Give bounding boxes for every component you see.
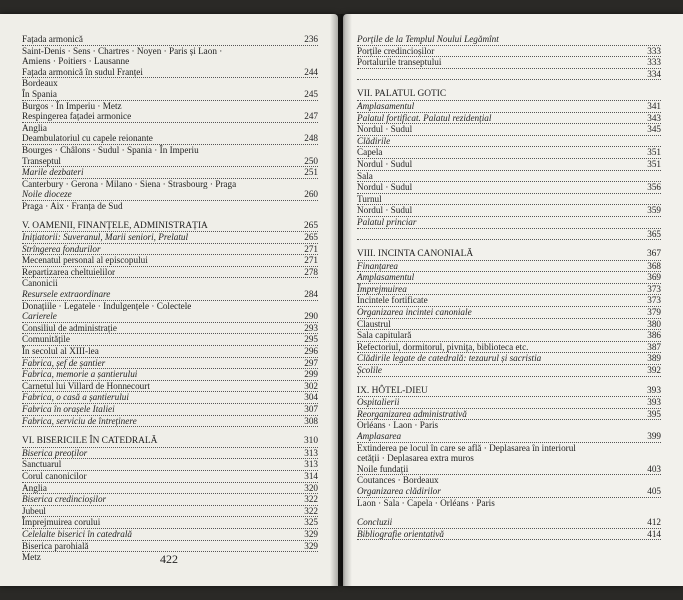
toc-entry-title: Finanțarea (357, 260, 398, 271)
toc-entry-title: Saint-Denis · Sens · Chartres · Noyen · Paris și Laon · (22, 45, 223, 56)
toc-entry-title: Coutances · Bordeaux (357, 475, 439, 486)
toc-entry-title: În secolul al XIII-lea (22, 346, 99, 357)
toc-entry-title: Clădirile (357, 135, 391, 146)
toc-entry (357, 453, 661, 464)
toc-entry-title: Noile dioceze (22, 189, 72, 200)
toc-entry-page: 329 (304, 540, 318, 551)
toc-entry-title: Concluzii (357, 517, 393, 528)
toc-entry (22, 232, 318, 244)
toc-entry-title: Laon · Sala · Capela · Orléans · Paris (357, 497, 495, 508)
toc-entry-title: Biserica parohială (22, 540, 89, 551)
toc-entry-page: 271 (304, 243, 318, 254)
toc-entry-title: Noile fundații (357, 463, 409, 474)
toc-entry (22, 111, 318, 123)
toc-entry (22, 255, 318, 267)
toc-entry-title: Amplasamentul (357, 100, 415, 111)
toc-entry-title: Consiliul de administrație (22, 322, 117, 333)
toc-entry-page: 251 (304, 167, 318, 178)
toc-entry (357, 171, 661, 183)
toc-entry-title: Orléans · Laon · Paris (357, 420, 439, 431)
toc-entry (22, 529, 318, 541)
toc-entry-title: Donațiile · Legatele · Indulgențele · Colectele (22, 300, 192, 311)
toc-entry-title: Jubeul (22, 505, 46, 516)
toc-entry-page: 392 (647, 365, 661, 376)
toc-entry-page: 414 (647, 528, 661, 539)
right-page (343, 14, 683, 586)
toc-entry (357, 101, 661, 113)
toc-entry-page: 373 (647, 283, 661, 294)
toc-entry-title: Fațada armonică (22, 34, 83, 44)
toc-entry-title: Amiens · Poitiers · Lausanne (22, 56, 130, 67)
toc-entry (22, 358, 318, 370)
toc-entry-page: 271 (304, 255, 318, 266)
toc-chapter-heading (22, 221, 318, 233)
toc-entry-title: Ospitalierii (357, 397, 400, 408)
toc-entry (22, 289, 318, 301)
toc-entry-page: 284 (304, 289, 318, 300)
toc-entry-page: 380 (647, 318, 661, 329)
toc-entry-page: 310 (303, 436, 318, 447)
left-page (0, 14, 338, 586)
toc-entry (22, 346, 318, 358)
toc-entry-title: Transeptul (22, 155, 61, 166)
toc-entry (357, 136, 661, 148)
toc-entry (357, 353, 661, 365)
toc-entry (357, 420, 661, 431)
toc-entry-page: 329 (304, 528, 318, 539)
toc-entry (357, 397, 661, 409)
toc-entry (357, 529, 661, 541)
toc-entry-title: Organizarea incintei canoniale (357, 307, 472, 318)
toc-entry (22, 471, 318, 483)
toc-entry-page: 379 (647, 307, 661, 318)
toc-entry-page: 290 (304, 311, 318, 322)
toc-entry (357, 284, 661, 296)
toc-entry-page: 368 (647, 260, 661, 271)
toc-entry (22, 334, 318, 346)
toc-entry-title: V. OAMENII, FINANȚELE, ADMINISTRAȚIA (22, 220, 208, 231)
toc-entry-page: 297 (304, 357, 318, 368)
toc-entry-title: Reorganizarea administrativă (357, 408, 467, 419)
toc-entry-title: Nordul · Sudul (357, 158, 413, 169)
toc-entry-title: Carierele (22, 311, 57, 322)
toc-entry-title: Sala capitulară (357, 330, 412, 341)
toc-entry (357, 295, 661, 307)
toc-entry (22, 323, 318, 335)
toc-entry-title: Organizarea clădirilor (357, 485, 441, 496)
toc-entry-title: Extinderea pe locul în care se află · Deplasarea în interiorul (357, 442, 576, 453)
toc-entry-title: Clădirile legate de catedrală: tezaurul și sacristia (357, 353, 542, 364)
toc-entry (357, 319, 661, 331)
section-spacer (22, 212, 318, 221)
toc-entry (22, 46, 318, 57)
toc-entry (22, 89, 318, 101)
toc-entry-title: Marile dezbateri (22, 167, 84, 178)
toc-entry-title: Fațada armonică în sudul Franței (22, 66, 143, 77)
toc-entry-title: Canterbury · Gerona · Milano · Siena · Strasbourg · Praga (22, 178, 237, 189)
toc-entry-page: 367 (646, 249, 661, 260)
toc-entry-page: 341 (647, 100, 661, 111)
toc-entry (357, 57, 661, 69)
toc-entry-page: 244 (304, 66, 318, 77)
toc-entry (22, 167, 318, 179)
toc-entry-title: Nordul · Sudul (357, 205, 413, 216)
toc-entry (357, 69, 661, 81)
toc-entry-title: Porțile de la Templul Noului Legămînt (357, 34, 499, 44)
toc-entry (22, 244, 318, 256)
toc-entry-page: 236 (304, 34, 318, 44)
toc-entry (357, 229, 661, 241)
toc-entry (357, 261, 661, 273)
toc-chapter-heading (357, 386, 661, 398)
toc-entry-page: 351 (647, 147, 661, 158)
toc-entry-page: 369 (647, 272, 661, 283)
toc-entry-page: 313 (304, 447, 318, 458)
toc-entry-page: 250 (304, 155, 318, 166)
toc-entry (22, 301, 318, 312)
toc-entry-page: 345 (647, 124, 661, 135)
toc-entry (22, 416, 318, 428)
toc-entry-title: Mecenatul personal al episcopului (22, 255, 148, 266)
toc-entry-title: Burgos · În Imperiu · Metz (22, 100, 122, 111)
toc-entry-title: Strîngerea fondurilor (22, 243, 101, 254)
toc-entry-page: 373 (647, 295, 661, 306)
toc-chapter-heading (357, 89, 661, 101)
toc-entry-page: 307 (304, 404, 318, 414)
toc-entry (357, 147, 661, 159)
toc-entry (22, 381, 318, 393)
toc-entry-title: Fabrica, o casă a șantierului (22, 392, 129, 403)
toc-entry-page: 412 (647, 517, 661, 528)
toc-entry-page: 260 (304, 189, 318, 200)
toc-entry-page: 295 (304, 334, 318, 345)
toc-entry-title: Anglia (22, 482, 48, 493)
toc-entry-title: Biserica preoților (22, 447, 88, 458)
toc-entry-title: Comunitățile (22, 334, 70, 345)
section-spacer (357, 240, 661, 249)
toc-entry (357, 194, 661, 206)
toc-entry (357, 182, 661, 194)
toc-entry-title: Deambulatoriul cu capele reionante (22, 133, 153, 144)
toc-entry (22, 448, 318, 460)
toc-entry-title: Sanctuarul (22, 459, 62, 470)
toc-entry (22, 133, 318, 145)
toc-entry-title: Canonicii (22, 278, 58, 289)
toc-entry (22, 156, 318, 168)
toc-entry (357, 113, 661, 125)
toc-entry (22, 34, 318, 46)
section-spacer (357, 80, 661, 89)
toc-entry-page: 308 (304, 415, 318, 426)
toc-entry (22, 392, 318, 404)
toc-entry-page: 313 (304, 459, 318, 470)
toc-entry (357, 46, 661, 58)
toc-entry-page: 386 (647, 330, 661, 341)
toc-entry-title: Fabrica, serviciu de întreținere (22, 415, 137, 426)
toc-entry-title: Sala (357, 170, 373, 181)
table-of-contents-left (22, 34, 318, 563)
toc-entry (357, 365, 661, 377)
toc-entry-title: Școlile (357, 365, 383, 376)
toc-entry-title: Fabrica în orașele Italiei (22, 404, 115, 414)
toc-entry (22, 78, 318, 89)
toc-entry-title: VIII. INCINTA CANONIALĂ (357, 249, 474, 260)
toc-entry-title: cetății · Deplasarea extra muros (357, 453, 474, 464)
toc-entry-page: 393 (646, 385, 661, 396)
book-gutter (330, 14, 352, 586)
toc-entry-page: 387 (647, 341, 661, 352)
toc-entry (22, 56, 318, 67)
toc-entry-page: 351 (647, 158, 661, 169)
toc-entry-title: Capela (357, 147, 383, 158)
toc-entry-page: 334 (647, 68, 661, 79)
toc-entry-page: 333 (647, 45, 661, 56)
toc-entry-title: Fabrica, șef de șantier (22, 357, 106, 368)
toc-entry-title: VII. PALATUL GOTIC (357, 89, 447, 100)
toc-entry (357, 342, 661, 354)
toc-entry-title: Amplasarea (357, 431, 402, 441)
section-spacer (357, 377, 661, 386)
toc-entry-page: 325 (304, 517, 318, 528)
toc-entry-page: 247 (304, 111, 318, 122)
toc-entry-page: 296 (304, 346, 318, 357)
toc-entry-title: Celelalte biserici în catedrală (22, 528, 132, 539)
toc-entry-page: 393 (647, 397, 661, 408)
table-of-contents-right (357, 34, 661, 540)
toc-entry-page: 248 (304, 133, 318, 144)
toc-entry-page: 293 (304, 322, 318, 333)
toc-entry (357, 124, 661, 136)
toc-entry-page: 365 (647, 228, 661, 239)
toc-entry-page: 304 (304, 392, 318, 403)
toc-entry (22, 494, 318, 506)
toc-entry (22, 483, 318, 495)
toc-entry-page: 322 (304, 505, 318, 516)
toc-entry (22, 369, 318, 381)
toc-entry-page: 322 (304, 494, 318, 505)
toc-entry-page: 359 (647, 205, 661, 216)
toc-entry (357, 307, 661, 319)
toc-chapter-heading (357, 249, 661, 261)
toc-entry (22, 179, 318, 190)
toc-entry (22, 267, 318, 279)
toc-entry-title: IX. HÔTEL-DIEU (357, 385, 428, 396)
toc-entry-title: În Spania (22, 88, 57, 99)
toc-entry-page: 320 (304, 482, 318, 493)
toc-entry (357, 431, 661, 443)
toc-entry-title: Anglia (22, 122, 48, 133)
toc-entry-title: Palatul fortificat. Palatul rezidențial (357, 112, 492, 123)
toc-entry-page: 395 (647, 408, 661, 419)
toc-entry (357, 464, 661, 476)
toc-entry-title: Carnetul lui Villard de Honnecourt (22, 380, 150, 391)
toc-entry-title: Refectoriul, dormitorul, pivnița, biblioteca etc. (357, 341, 529, 352)
toc-entry-title: Metz (22, 552, 41, 563)
toc-entry-title: Portalurile transeptului (357, 57, 442, 68)
toc-entry (357, 498, 661, 509)
toc-entry (22, 101, 318, 112)
toc-entry (22, 67, 318, 79)
toc-entry (22, 311, 318, 323)
toc-entry-page: 245 (304, 88, 318, 99)
toc-entry (22, 517, 318, 529)
toc-entry (357, 409, 661, 421)
toc-entry (22, 278, 318, 289)
toc-entry-title: Claustrul (357, 318, 391, 329)
toc-entry-title: Palatul princiar (357, 216, 417, 227)
toc-entry (357, 330, 661, 342)
toc-entry-title: Bibliografie orientativă (357, 528, 445, 539)
toc-entry-page: 405 (647, 485, 661, 496)
toc-entry-page: 399 (647, 431, 661, 441)
toc-entry-title: Inițiatorii: Suveranul, Marii seniori, Prelatul (22, 232, 189, 243)
toc-entry (357, 205, 661, 217)
toc-entry-title: Bourges · Châlons · Sudul · Spania · În Imperiu (22, 144, 199, 155)
toc-entry-title: Nordul · Sudul (357, 124, 413, 135)
toc-entry-title: Resursele extraordinare (22, 289, 111, 300)
toc-entry (357, 486, 661, 498)
toc-entry (357, 475, 661, 486)
page-number: 422 (160, 552, 178, 566)
toc-entry-page: 314 (304, 470, 318, 481)
toc-entry (357, 443, 661, 454)
toc-entry-title: Repartizarea cheltuielilor (22, 266, 116, 277)
toc-entry-page: 356 (647, 182, 661, 193)
toc-entry-title: VI. BISERICILE ÎN CATEDRALĂ (22, 436, 158, 447)
toc-entry-page: 302 (304, 380, 318, 391)
toc-entry-page: 278 (304, 266, 318, 277)
toc-entry-title: Incintele fortificate (357, 295, 428, 306)
toc-entry-page: 403 (647, 463, 661, 474)
toc-entry (22, 541, 318, 553)
section-spacer (22, 427, 318, 436)
toc-entry-title: Împrejmuirea corului (22, 517, 101, 528)
toc-entry (22, 201, 318, 212)
toc-entry-title: Fabrica, memorie a șantierului (22, 369, 138, 380)
toc-entry-title: Turnul (357, 193, 382, 204)
toc-entry (357, 517, 661, 529)
toc-entry (22, 189, 318, 201)
toc-entry (357, 217, 661, 229)
toc-chapter-heading (22, 436, 318, 448)
toc-entry (22, 145, 318, 156)
toc-entry-page: 265 (303, 220, 318, 231)
toc-entry-title: Bordeaux (22, 78, 58, 89)
toc-entry (357, 159, 661, 171)
toc-entry-title: Porțile credincioșilor (357, 45, 435, 56)
toc-entry (22, 404, 318, 416)
toc-entry (357, 272, 661, 284)
toc-entry-page: 343 (647, 112, 661, 123)
toc-entry-title: Împrejmuirea (357, 283, 407, 294)
toc-entry-title: Respingerea fațadei armonice (22, 111, 132, 122)
toc-entry-page: 389 (647, 353, 661, 364)
toc-entry (22, 459, 318, 471)
toc-entry (22, 123, 318, 134)
section-spacer (357, 508, 661, 517)
toc-entry-page: 299 (304, 369, 318, 380)
toc-entry-title: Praga · Aix · Franța de Sud (22, 200, 123, 211)
toc-entry-title: Biserica credincioșilor (22, 494, 107, 505)
toc-entry-title: Amplasamentul (357, 272, 415, 283)
toc-entry (22, 506, 318, 518)
toc-entry-title: Corul canonicilor (22, 470, 87, 481)
toc-entry-page: 265 (304, 232, 318, 243)
toc-entry (357, 34, 661, 46)
toc-entry-page: 333 (647, 57, 661, 68)
toc-entry-title: Nordul · Sudul (357, 182, 413, 193)
